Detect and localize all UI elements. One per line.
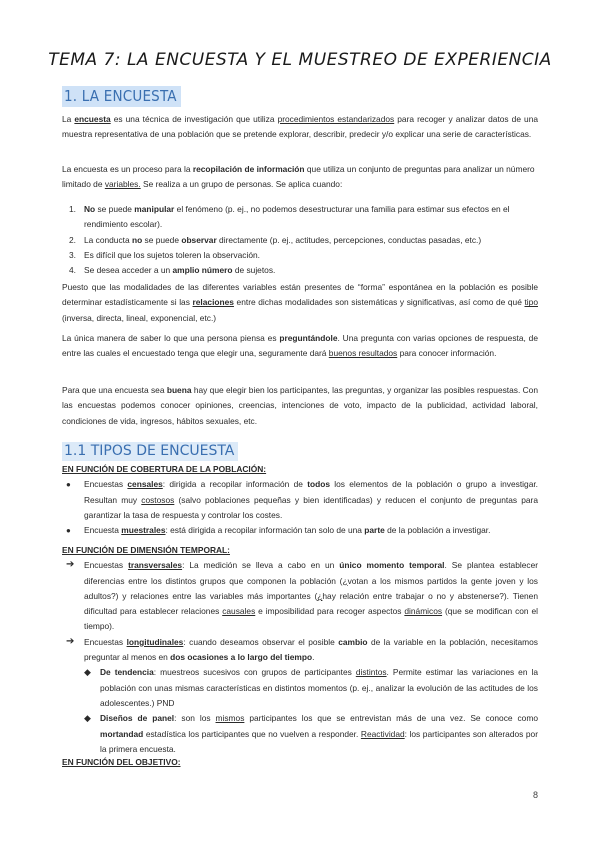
diamond-icon: ◆ bbox=[84, 667, 91, 678]
list-item: 4. Se desea acceder a un amplio número de sujetos. bbox=[69, 265, 276, 276]
diamond-icon: ◆ bbox=[84, 713, 91, 724]
list-item: 1. No se puede manipular el fenómeno (p. ej., no podemos desestructurar una familia para estimar sus efectos en el rendimiento escolar). bbox=[69, 204, 510, 230]
right-arrow-icon: ➔ bbox=[66, 559, 75, 571]
list-item: 2. La conducta no se puede observar directamente (p. ej., actitudes, percepciones, conductas pasadas, etc.) bbox=[69, 234, 482, 245]
list-item: ➔ Encuestas longitudinales: cuando deseamos observar el posible cambio de la variable en la población, necesitamos preguntar al menos en dos ocasiones a lo largo del tiempo. bbox=[66, 635, 538, 663]
paragraph-definition: La encuesta es una técnica de investigación que utiliza procedimientos estandarizados para recoger y analizar datos de una muestra representativa de una población que se pretende explorar, describir, predecir y/o explicar una serie de características. bbox=[62, 114, 539, 140]
bullet-icon: ● bbox=[66, 526, 71, 536]
sub-list-item: ◆ De tendencia: muestreos sucesivos con grupos de participantes distintos. Permite estimar las variaciones en la población con unas mismas características en distintos momentos (p. ej., analizar la evolución de las actitudes de los adolescentes.) PND bbox=[84, 667, 538, 708]
section-heading-tipos: 1.1 TIPOS DE ENCUESTA bbox=[62, 442, 238, 461]
temporal-section bbox=[62, 543, 538, 757]
subsection-heading: EN FUNCIÓN DE COBERTURA DE LA POBLACIÓN: bbox=[62, 464, 267, 474]
subsection-heading: EN FUNCIÓN DE DIMENSIÓN TEMPORAL: bbox=[62, 545, 230, 555]
page-number: 8 bbox=[532, 790, 538, 800]
list-item: 3. Es difícil que los sujetos toleren la observación. bbox=[69, 249, 260, 260]
paragraph-process: La encuesta es un proceso para la recopilación de información que utiliza un conjunto de preguntas para analizar un número limitado de variables. Se realiza a un grupo de personas. Se aplica cuando: bbox=[62, 164, 535, 190]
paragraph-buena-encuesta: Para que una encuesta sea buena hay que elegir bien los participantes, las preguntas, y organizar las posibles respuestas. Con las encuestas podemos conocer opiniones, creencias, intenciones de voto, impacto de la publicidad, actividad laboral, condiciones de vida, ingresos, hábitos sexuales, etc. bbox=[62, 385, 539, 426]
sub-list-item: ◆ Diseños de panel: son los mismos participantes los que se entrevistan más de una vez. Se conoce como mortandad estadística los participantes que no vuelven a responder. Reactividad: los participantes son alterados por la primera encuesta. bbox=[84, 713, 539, 754]
section-heading-la-encuesta: 1. LA ENCUESTA bbox=[62, 86, 181, 107]
page-title: TEMA 7: LA ENCUESTA Y EL MUESTREO DE EXPERIENCIA bbox=[48, 50, 552, 70]
numbered-list bbox=[62, 202, 538, 278]
right-arrow-icon: ➔ bbox=[66, 635, 75, 647]
list-item: ● Encuestas censales: dirigida a recopilar información de todos los elementos de la población o grupo a investigar. Resultan muy costosos (salvo poblaciones pequeñas y bien identificadas) y reducen el conjunto de preguntas para garantizar la tasa de respuesta y controlar los costes. bbox=[66, 479, 539, 520]
cobertura-section bbox=[62, 462, 538, 538]
subsection-heading: EN FUNCIÓN DEL OBJETIVO: bbox=[62, 757, 181, 767]
list-item: ➔ Encuestas transversales: La medición se lleva a cabo en un único momento temporal. Se plantea establecer diferencias entre los distintos grupos que componen la población (¿votan a los mismos partidos la gente joven y los adultos?) y relaciones entre las variables más importantes (¿hay relación entre trabajar o no y abstenerse?). Tienen dificultad para establecer relaciones causales e imposibilidad para recoger aspectos dinámicos (que se modifican con el tiempo). bbox=[66, 559, 539, 632]
paragraph-modalidades: Puesto que las modalidades de las diferentes variables están presentes de “forma” espontánea en la población es posible determinar estadísticamente si las relaciones entre dichas modalidades son sistemáticas y significativas, así como de qué tipo (inversa, directa, lineal, exponencial, etc.) bbox=[62, 282, 538, 323]
bullet-icon: ● bbox=[66, 480, 71, 490]
list-item: ● Encuesta muestrales: está dirigida a recopilar información tan solo de una parte de la población a investigar. bbox=[62, 523, 538, 538]
objetivo-section bbox=[62, 755, 538, 770]
paragraph-preguntar: La única manera de saber lo que una persona piensa es preguntándole. Una pregunta con varias opciones de respuesta, de entre las cuales el encuestado tenga que elegir una, seguramente dará buenos resultados para conocer información. bbox=[62, 333, 538, 359]
